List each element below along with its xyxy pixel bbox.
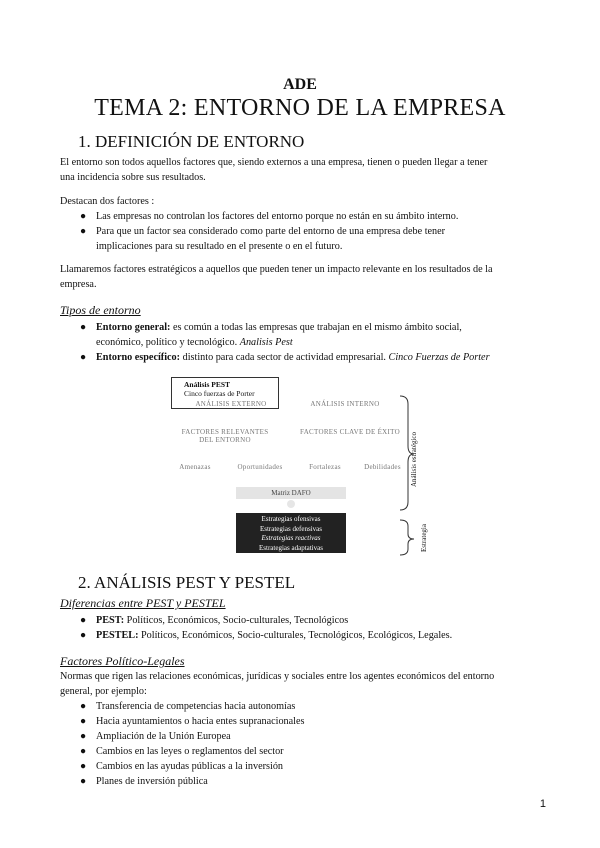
list-item: ● Ampliación de la Unión Europea <box>80 731 231 742</box>
list-item: ● Transferencia de competencias hacia autonomías <box>80 701 296 712</box>
strategies-box <box>236 513 346 553</box>
strategic-line-2: empresa. <box>60 279 97 290</box>
debilidades-label: Debilidades <box>364 463 401 471</box>
list-item: ● PESTEL: Políticos, Económicos, Socio-culturales, Tecnológicos, Ecológicos, Legales. <box>80 630 453 641</box>
list-item: ● Para que un factor sea considerado como parte del entorno de una empresa debe tener implicaciones para su resultado en el presente o en el futuro. <box>80 226 446 252</box>
types-list <box>80 320 550 365</box>
pl-line-2: general, por ejemplo: <box>60 686 147 697</box>
brackets <box>398 394 438 559</box>
list-item: ● Las empresas no controlan los factores del entorno porque no están en su ámbito interno. <box>80 211 459 222</box>
list-item: ● Entorno específico: distinto para cada sector de actividad empresarial. Cinco Fuerzas de Porter <box>80 352 490 363</box>
diff-list <box>80 613 550 643</box>
intro-line-1: El entorno son todos aquellos factores que, siendo externos a una empresa, tienen o pueden llegar a tener <box>60 157 488 168</box>
oportunidades-label: Oportunidades <box>237 463 283 471</box>
pest-box-line-1: Análisis PEST <box>184 380 231 389</box>
strategy-item: Estrategias reactivas <box>261 534 321 542</box>
amenazas-label: Amenazas <box>179 463 211 471</box>
document-title: TEMA 2: ENTORNO DE LA EMPRESA <box>94 95 506 121</box>
dafo-matrix: Matriz DAFO <box>236 487 346 499</box>
section-1-heading: 1. DEFINICIÓN DE ENTORNO <box>78 132 305 151</box>
list-item: ● Cambios en las ayudas públicas a la inversión <box>80 761 284 772</box>
pl-list <box>80 699 550 789</box>
strategy-item: Estrategias adaptativas <box>259 543 323 552</box>
pest-box-line-2: Cinco fuerzas de Porter <box>184 389 255 398</box>
pl-heading: Factores Político-Legales <box>60 654 185 668</box>
strategic-line-1: Llamaremos factores estratégicos a aquellos que pueden tener un impacto relevante en los resultados de la <box>60 264 493 275</box>
intro-line-2: una incidencia sobre sus resultados. <box>60 172 206 183</box>
list-item: ● PEST: Políticos, Económicos, Socio-culturales, Tecnológicos <box>80 615 349 626</box>
pl-intro <box>60 669 550 699</box>
document-subject: ADE <box>283 76 317 93</box>
clave-label: FACTORES CLAVE DE ÉXITO <box>300 428 400 436</box>
strategy-item: Estrategias ofensivas <box>261 515 321 523</box>
types-heading: Tipos de entorno <box>60 303 141 317</box>
factors-list <box>80 209 550 254</box>
connector-dot <box>287 500 295 508</box>
strategic-factors-text <box>60 262 550 292</box>
strategy-bracket <box>400 520 414 555</box>
destacan-text: Destacan dos factores : <box>60 196 155 207</box>
list-item: ● Hacia ayuntamientos o hacia entes supranacionales <box>80 716 305 727</box>
interno-label: ANÁLISIS INTERNO <box>310 400 380 408</box>
section-1-intro <box>60 155 550 185</box>
list-item: ● Entorno general: es común a todas las empresas que trabajan en el mismo ámbito social, económico, político y tecnológico. Analisis Pest <box>80 322 462 348</box>
diff-heading: Diferencias entre PEST y PESTEL <box>60 596 226 610</box>
section-2-heading: 2. ANÁLISIS PEST Y PESTEL <box>78 573 296 592</box>
list-item: ● Cambios en las leyes o reglamentos del sector <box>80 746 284 757</box>
fortalezas-label: Fortalezas <box>309 463 341 471</box>
externo-label: ANÁLISIS EXTERNO <box>195 400 267 408</box>
pl-line-1: Normas que rigen las relaciones económicas, jurídicas y sociales entre los agentes económicos del entorno <box>60 671 495 682</box>
relevantes-label: FACTORES RELEVANTES DEL ENTORNO <box>181 428 269 444</box>
page-number: 1 <box>539 798 546 810</box>
strategy-item: Estrategias defensivas <box>259 524 322 533</box>
side-label-analisis: Análisis estratégico <box>410 431 418 487</box>
side-label-estrategia: Estrategia <box>420 524 428 552</box>
list-item: ● Planes de inversión pública <box>80 776 208 787</box>
